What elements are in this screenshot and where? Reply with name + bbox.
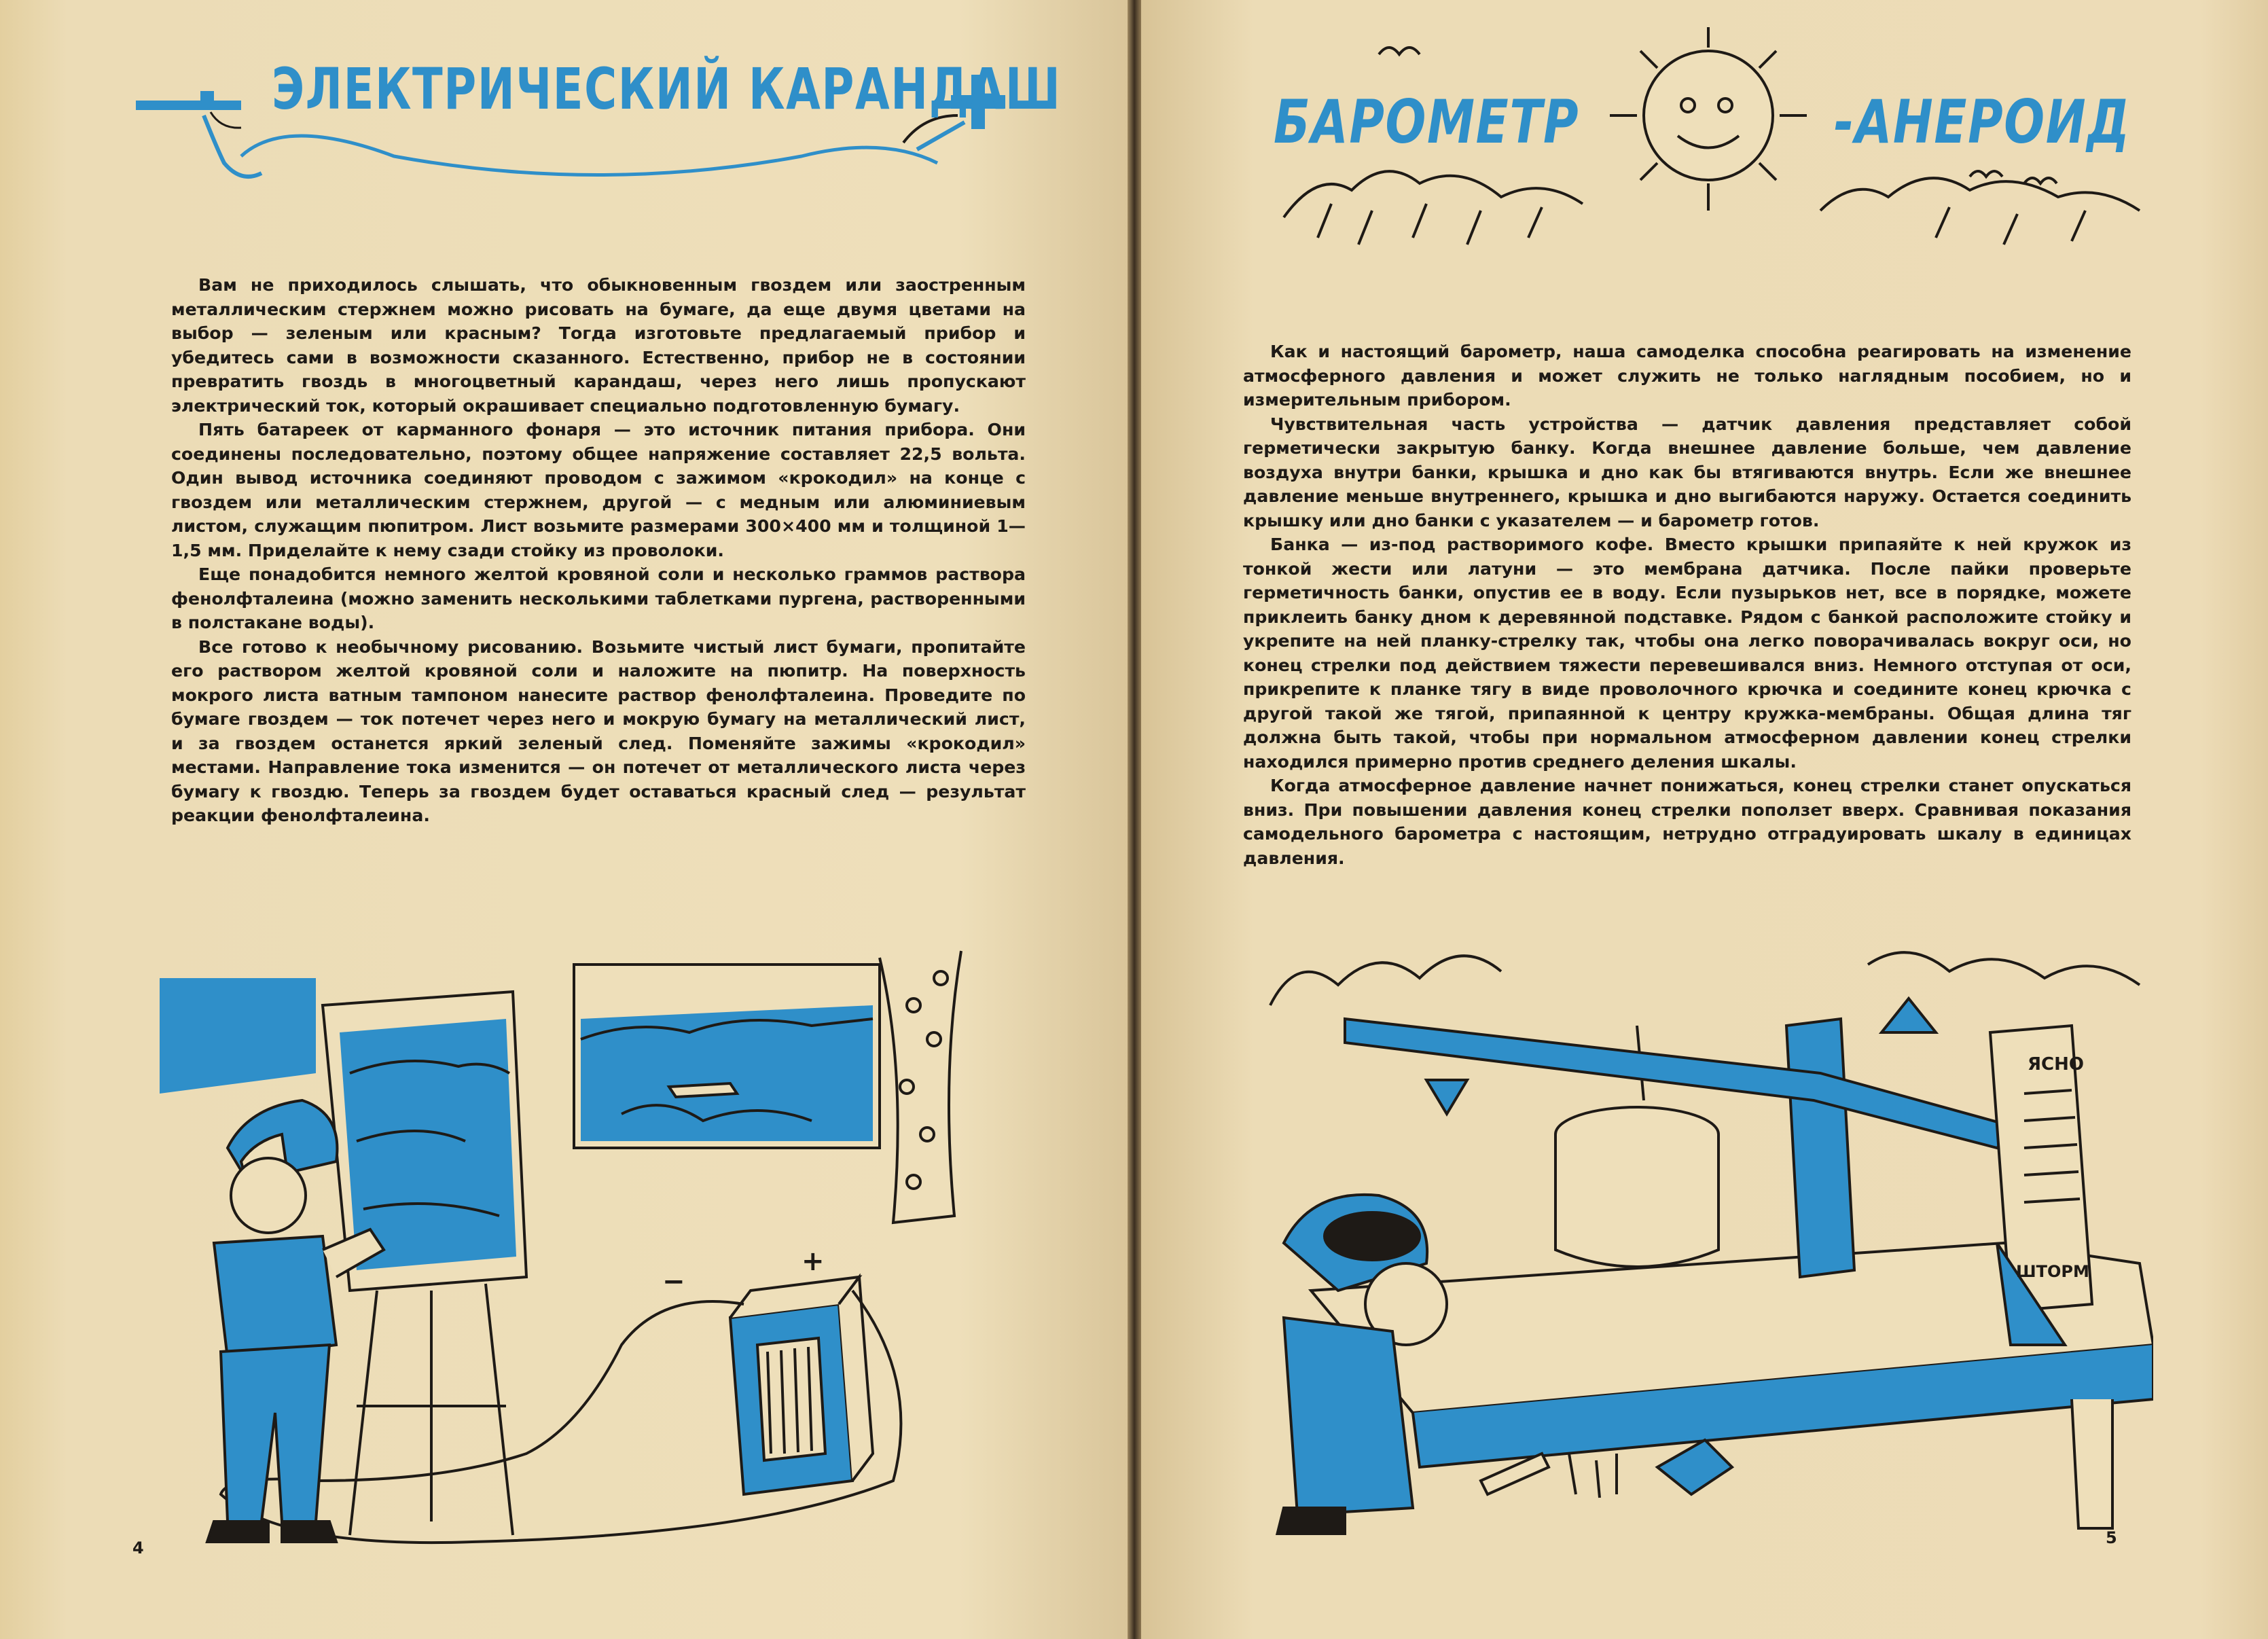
barometer-illustration (1257, 924, 2153, 1535)
left-article-body (171, 273, 1026, 828)
paragraph: Вам не приходилось слышать, что обыкновенным гвоздем или заостренным металлическим стержнем можно рисовать на бумаге, да еще двумя цветами на выбор — зеленым или красным? Тогда изготовьте предлагаемый прибор и убедитесь сами в возможности сказанного. Естественно, прибор не в состоянии превратить гвоздь в многоцветный карандаш, через него лишь пропускают электрический ток, который окрашивает специально подготовленную бумагу. (171, 275, 1026, 416)
left-page-title: ЭЛЕКТРИЧЕСКИЙ КАРАНДАШ (272, 56, 1062, 122)
scale-label-bottom: ШТОРМ (2016, 1262, 2089, 1281)
paragraph: Все готово к необычному рисованию. Возьмите чистый лист бумаги, пропитайте его раствором желтой кровяной соли и наложите на пюпитр. На поверхность мокрого листа ватным тампоном нанесите раствор фенолфталеина. Проведите по бумаге гвоздем — ток потечет через него и мокрую бумагу на металлический лист, и за гвоздем останется яркий зеленый след. Поменяйте зажимы «крокодил» местами. Направление тока изменится — он потечет от металлического листа через бумагу к гвоздю. Теперь за гвоздем будет оставаться красный след — результат реакции фенолфталеина. (171, 636, 1026, 825)
paragraph: Банка — из-под растворимого кофе. Вместо крышки припаяйте к ней кружок из тонкой жести или латуни — это мембрана датчика. После пайки проверьте герметичность банки, опустив ее в воду. Если пузырьков нет, все в порядке, можете приклеить банку дном к деревянной подставке. Рядом с банкой расположите стойку и укрепите на ней планку-стрелку так, чтобы она легко поворачивалась вокруг оси, но конец стрелки под действием тяжести перевешивался вниз. Немного отступая от оси, прикрепите к планке тягу в виде проволочного крючка и соедините конец крючка с другой такой же тягой, припаянной к центру кружка-мембраны. Общая длина тяг должна быть такой, чтобы при нормальном атмосферном давлении конец стрелки находился примерно против среднего деления шкалы. (1243, 535, 2131, 772)
paragraph: Еще понадобится немного желтой кровяной соли и несколько граммов раствора фенолфталеина (можно заменить несколькими таблетками пургена, растворенными в полстакане воды). (171, 564, 1026, 632)
paragraph: Как и настоящий барометр, наша самоделка способна реагировать на изменение атмосферного давления и может служить не только наглядным пособием, но и измерительным прибором. (1243, 342, 2131, 410)
plus-label: + (802, 1246, 825, 1277)
right-page-number: 5 (2106, 1528, 2117, 1547)
electric-pencil-illustration (146, 937, 1043, 1562)
right-article-body (1243, 340, 2131, 870)
scale-label-top: ЯСНО (2028, 1054, 2084, 1075)
paragraph: Чувствительная часть устройства — датчик давления представляет собой герметически закрытую банку. Когда внешнее давление больше, чем давление воздуха внутри банки, крышка и дно как бы втягиваются внутрь. Если же внешнее давление меньше внутреннего, крышка и дно выгибаются наружу. Остается соединить крышку или дно банки с указателем — и барометр готов. (1243, 414, 2131, 530)
paragraph: Пять батареек от карманного фонаря — это источник питания прибора. Они соединены последовательно, поэтому общее напряжение составляет 22,5 вольта. Один вывод источника соединяют проводом с зажимом «крокодил» на конце с гвоздем или металлическим стержнем, другой — с медным или алюминиевым листом, служащим пюпитром. Лист возьмите размерами 300×400 мм и толщиной 1—1,5 мм. Приделайте к нему сзади стойку из проволоки. (171, 420, 1026, 560)
book-spine (1128, 0, 1141, 1639)
right-page (1141, 0, 2268, 1639)
paragraph: Когда атмосферное давление начнет понижаться, конец стрелки станет опускаться вниз. При повышении давления конец стрелки поползет вверх. Сравнивая показания самодельного барометра с настоящим, нетрудно отградуировать шкалу в единицах давления. (1243, 776, 2131, 868)
right-page-title-part2: -АНЕРОИД (1834, 87, 2131, 157)
right-page-title-part1: БАРОМЕТР (1274, 87, 1580, 157)
minus-label: − (662, 1266, 685, 1297)
left-page-number: 4 (132, 1538, 144, 1557)
left-page (0, 0, 1128, 1639)
